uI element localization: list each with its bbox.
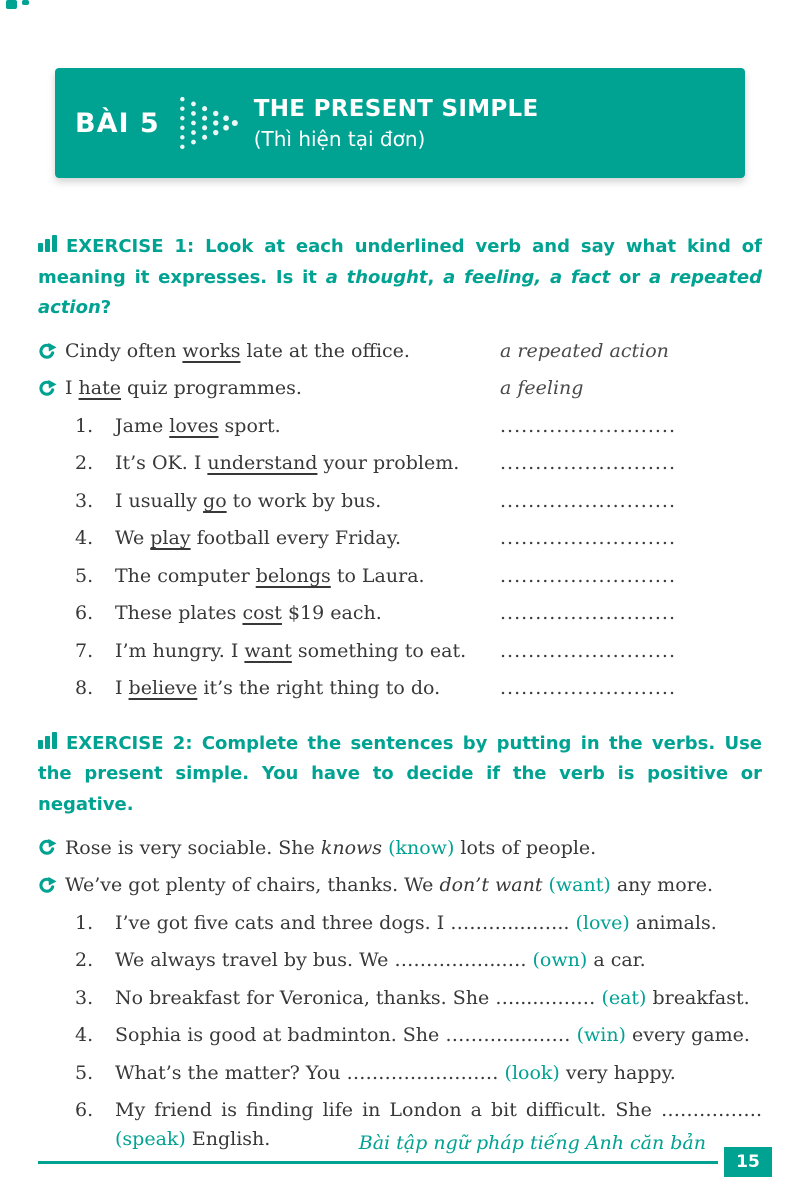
item-number: 1. bbox=[75, 414, 94, 437]
item-sentence: What’s the matter? You …………………… (look) very happy. bbox=[115, 1061, 676, 1084]
item-number: 3. bbox=[75, 489, 94, 512]
corner-decoration-dot bbox=[6, 0, 17, 9]
item-number: 7. bbox=[75, 639, 94, 662]
exercise-bars-icon bbox=[38, 235, 57, 252]
item-answer-blank: ......................... bbox=[500, 602, 676, 625]
item-answer-blank: ......................... bbox=[500, 452, 676, 475]
exercise2-instruction: Complete the sentences by putting in the verbs. Use the present simple. You have to decide if the verb is positive or negative. bbox=[38, 732, 762, 815]
example-sentence: Cindy often works late at the office. bbox=[65, 339, 410, 362]
exercise1-item bbox=[75, 637, 762, 666]
item-sentence: My friend is finding life in London a bit difficult. She ……………. (speak) English. bbox=[115, 1099, 762, 1150]
item-answer-blank: ......................... bbox=[500, 639, 676, 662]
item-number: 5. bbox=[75, 1061, 94, 1084]
footer-book-title: Bài tập ngữ pháp tiếng Anh căn bản bbox=[358, 1132, 706, 1154]
banner-titles bbox=[254, 96, 539, 151]
lesson-number: BÀI 5 bbox=[75, 107, 160, 139]
example-answer: a feeling bbox=[500, 377, 584, 400]
footer-rule bbox=[38, 1132, 718, 1164]
lesson-banner bbox=[55, 68, 745, 178]
arrow-bullet-icon bbox=[38, 379, 65, 398]
item-sentence: It’s OK. I understand your problem. bbox=[115, 452, 460, 475]
example-answer: a repeated action bbox=[500, 339, 669, 362]
item-sentence: Sophia is good at badminton. She ……….....…… (win) every game. bbox=[115, 1024, 750, 1047]
exercise1-item bbox=[75, 524, 762, 553]
item-answer-blank: ......................... bbox=[500, 489, 676, 512]
page-content bbox=[0, 232, 800, 1153]
dotted-arrow-decoration bbox=[176, 88, 238, 158]
exercise2-item bbox=[75, 946, 762, 975]
item-number: 2. bbox=[75, 452, 94, 475]
example-row bbox=[38, 374, 762, 403]
item-sentence: I usually go to work by bus. bbox=[115, 489, 382, 512]
item-sentence: I believe it’s the right thing to do. bbox=[115, 677, 441, 700]
item-sentence: These plates cost $19 each. bbox=[115, 602, 382, 625]
exercise1-items bbox=[38, 412, 762, 703]
exercise1-item bbox=[75, 599, 762, 628]
exercise2-items bbox=[38, 909, 762, 1154]
item-sentence: I’ve got five cats and three dogs. I ………..…….. (love) animals. bbox=[115, 911, 717, 934]
exercise2-item bbox=[75, 984, 762, 1013]
exercise1-instruction: Look at each underlined verb and say what kind of meaning it expresses. Is it a thought, a feeling, a fact or a repeated action? bbox=[38, 236, 763, 319]
exercise2-item bbox=[75, 1059, 762, 1088]
exercise1-item bbox=[75, 487, 762, 516]
exercise1-label: EXERCISE 1: bbox=[66, 236, 195, 257]
arrow-bullet-icon bbox=[38, 876, 65, 895]
arrow-bullet-icon bbox=[38, 838, 65, 857]
corner-decoration-dot bbox=[22, 0, 29, 5]
exercise1-item bbox=[75, 449, 762, 478]
item-number: 4. bbox=[75, 1024, 94, 1047]
example-row bbox=[38, 337, 762, 366]
exercise2-examples bbox=[38, 834, 762, 900]
exercise1-item bbox=[75, 674, 762, 703]
item-number: 6. bbox=[75, 1099, 94, 1122]
example-sentence: Rose is very sociable. She knows (know) lots of people. bbox=[65, 836, 597, 859]
exercise2-item bbox=[75, 1021, 762, 1050]
exercise2-label: EXERCISE 2: bbox=[66, 732, 193, 754]
page-footer bbox=[38, 1132, 772, 1172]
example-row bbox=[38, 834, 762, 863]
exercise1-examples bbox=[38, 337, 762, 403]
item-sentence: No breakfast for Veronica, thanks. She …....……… (eat) breakfast. bbox=[115, 986, 750, 1009]
item-answer-blank: ......................... bbox=[500, 677, 676, 700]
exercise-bars-icon bbox=[38, 732, 57, 749]
item-answer-blank: ......................... bbox=[500, 527, 676, 550]
item-sentence: We always travel by bus. We ……………..…. (own) a car. bbox=[115, 949, 646, 972]
page-number-badge: 15 bbox=[724, 1147, 772, 1177]
item-number: 6. bbox=[75, 602, 94, 625]
item-number: 2. bbox=[75, 949, 94, 972]
lesson-title: THE PRESENT SIMPLE bbox=[253, 95, 539, 122]
exercise2-heading bbox=[38, 729, 762, 821]
exercise1-heading bbox=[38, 232, 762, 324]
exercise2-item bbox=[75, 909, 762, 938]
item-number: 5. bbox=[75, 564, 94, 587]
arrow-bullet-icon bbox=[38, 342, 65, 361]
exercise1-item bbox=[75, 412, 762, 441]
example-row bbox=[38, 871, 762, 900]
item-answer-blank: ......................... bbox=[500, 414, 676, 437]
item-number: 1. bbox=[75, 911, 94, 934]
item-sentence: The computer belongs to Laura. bbox=[115, 564, 425, 587]
example-sentence: I hate quiz programmes. bbox=[65, 377, 302, 400]
item-sentence: We play football every Friday. bbox=[115, 527, 402, 550]
exercise1-item bbox=[75, 562, 762, 591]
item-number: 8. bbox=[75, 677, 94, 700]
item-sentence: I’m hungry. I want something to eat. bbox=[115, 639, 467, 662]
example-sentence: We’ve got plenty of chairs, thanks. We don’t want (want) any more. bbox=[65, 874, 713, 897]
lesson-subtitle: (Thì hiện tại đơn) bbox=[253, 126, 426, 151]
item-answer-blank: ......................... bbox=[500, 564, 676, 587]
item-number: 3. bbox=[75, 986, 94, 1009]
item-number: 4. bbox=[75, 527, 94, 550]
item-sentence: Jame loves sport. bbox=[115, 414, 281, 437]
